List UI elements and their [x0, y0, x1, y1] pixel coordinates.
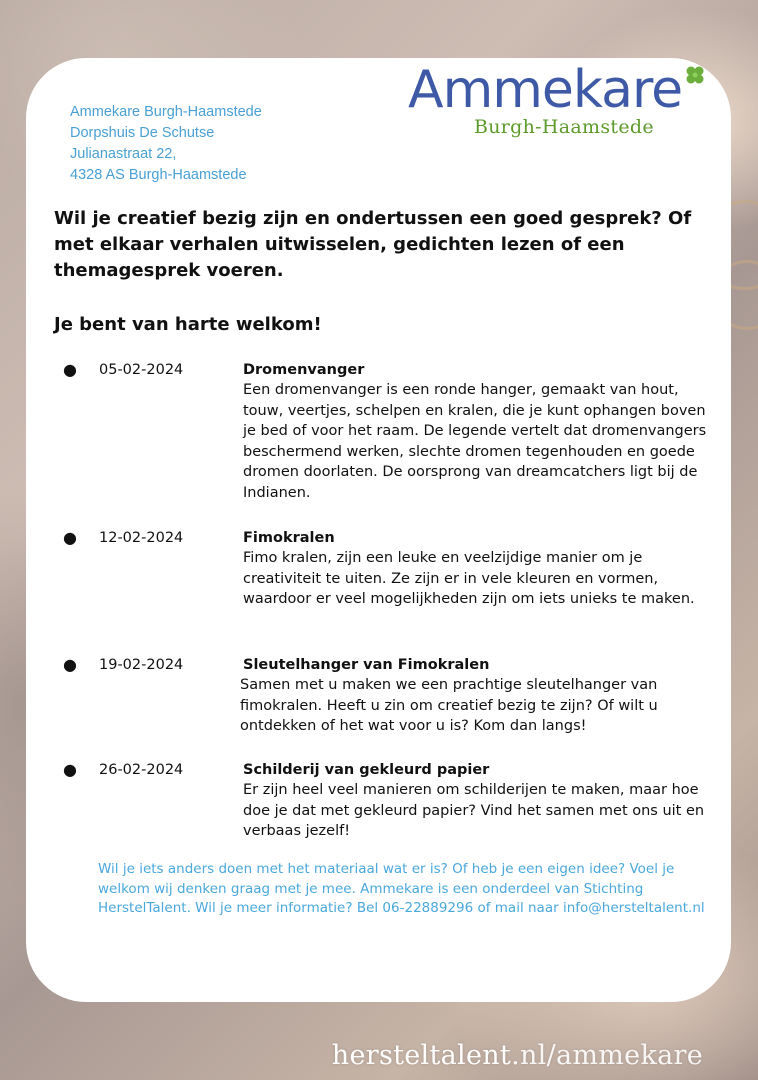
contact-note: Wil je iets anders doen met het materiaal wat er is? Of heb je een eigen idee? Voel je welkom wij denken graag met je mee. Ammekare is een onderdeel van Stichting HerstelTalent. Wil je meer informatie? Bel 06-22889296 of mail naar info@hersteltalent.nl	[98, 861, 705, 916]
address-block	[70, 102, 262, 186]
activity-title: Dromenvanger	[243, 362, 365, 378]
website-domain: hersteltalent	[331, 1040, 512, 1071]
address-line: 4328 AS Burgh-Haamstede	[70, 167, 247, 183]
intro-text: Wil je creatief bezig zijn en ondertussen een goed gesprek? Of met elkaar verhalen uitwisselen, gedichten lezen of een themagesprek voeren.	[54, 208, 692, 281]
address-line: Ammekare Burgh-Haamstede	[70, 104, 262, 120]
activity-description: Samen met u maken we een prachtige sleutelhanger van fimokralen. Heeft u zin om creatief bezig te zijn? Of wilt u ontdekken of het wat voor u is? Kom dan langs!	[240, 677, 658, 734]
bullet-icon: ●	[63, 528, 77, 547]
website-url[interactable]	[332, 1040, 703, 1071]
logo-location: Burgh-Haamstede	[474, 116, 654, 138]
bullet-icon: ●	[63, 760, 77, 779]
activity-title: Schilderij van gekleurd papier	[243, 762, 490, 778]
website-path: .nl/ammekare	[511, 1040, 703, 1071]
activity-title: Fimokralen	[243, 530, 335, 546]
welcome-heading: Je bent van harte welkom!	[54, 314, 322, 335]
activity-description: Een dromenvanger is een ronde hanger, gemaakt van hout, touw, veertjes, schelpen en kralen, die je kunt ophangen boven je bed of voor het raam. De legende vertelt dat dromenvangers beschermend werken, slechte dromen tegenhouden en goede dromen doorlaten. De oorsprong van dreamcatchers ligt bij de Indianen.	[243, 382, 707, 501]
activity-date: 12-02-2024	[99, 530, 184, 546]
activity-date: 05-02-2024	[99, 362, 184, 378]
activity-date: 19-02-2024	[99, 657, 184, 673]
clover-icon	[684, 64, 706, 86]
activity-date: 26-02-2024	[99, 762, 184, 778]
address-line: Julianastraat 22,	[70, 146, 177, 162]
activity-description: Fimo kralen, zijn een leuke en veelzijdige manier om je creativiteit te uiten. Ze zijn er in vele kleuren en vormen, waardoor er veel mogelijkheden zijn om iets unieks te maken.	[243, 550, 695, 607]
ammekare-logo	[408, 60, 708, 150]
address-line: Dorpshuis De Schutse	[70, 125, 215, 141]
activity-description: Er zijn heel veel manieren om schilderijen te maken, maar hoe doe je dat met gekleurd papier? Vind het samen met ons uit en verbaas jezelf!	[243, 782, 705, 839]
bullet-icon: ●	[63, 360, 77, 379]
logo-name: Ammekare	[408, 60, 683, 120]
activity-title: Sleutelhanger van Fimokralen	[243, 657, 490, 673]
bullet-icon: ●	[63, 655, 77, 674]
